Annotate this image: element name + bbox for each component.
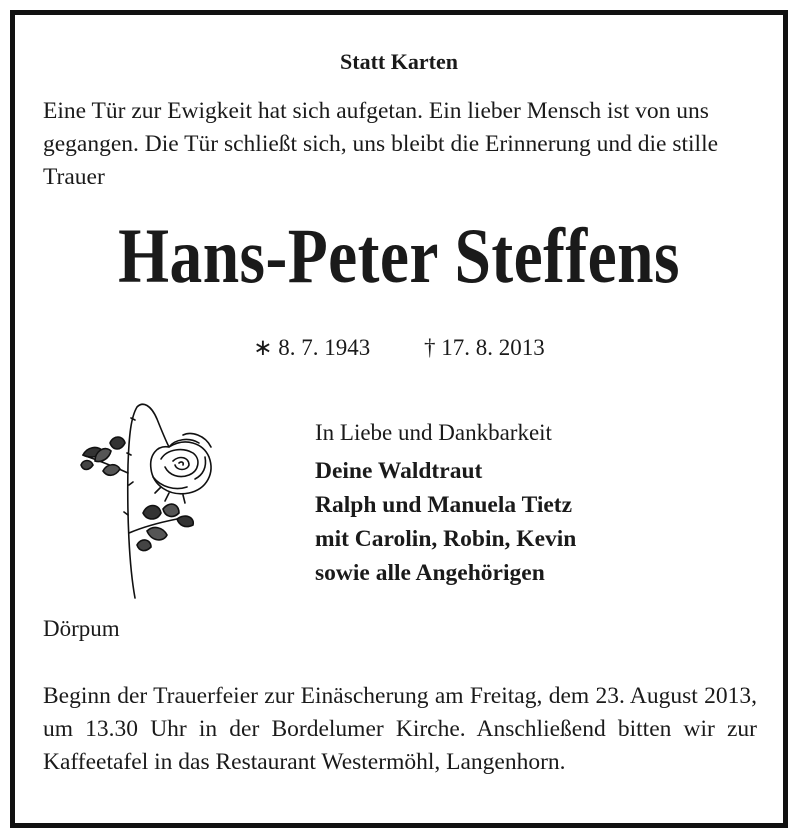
rose-icon <box>65 395 215 600</box>
obituary-notice <box>10 10 788 828</box>
family-lead: In Liebe und Dankbarkeit <box>315 420 552 445</box>
death-date: † 17. 8. 2013 <box>424 335 545 360</box>
notice-heading: Statt Karten <box>340 49 458 74</box>
family-name-line: Ralph und Manuela Tietz <box>315 492 573 518</box>
intro-text: Eine Tür zur Ewigkeit hat sich aufgetan. Ein lieber Mensch ist von uns gegangen. Die Tür schließt sich, uns bleibt die Erinnerung und die stille Trauer <box>43 98 719 190</box>
mourners-block <box>315 417 576 590</box>
family-names <box>315 454 576 590</box>
birth-date: ∗ 8. 7. 1943 <box>253 335 371 360</box>
life-dates <box>15 335 783 361</box>
family-name-line: Deine Waldtraut <box>315 458 483 484</box>
place-name: Dörpum <box>43 616 120 641</box>
ceremony-text: Beginn der Trauerfeier zur Einäscherung am Freitag, dem 23. August 2013, um 13.30 Uhr in der Bordelumer Kirche. Anschließend bitten wir zur Kaffeetafel in das Restaurant Westermöhl, Langenhorn. <box>43 683 757 775</box>
deceased-name: Hans-Peter Steffens <box>118 212 680 299</box>
family-name-line: sowie alle Angehörigen <box>315 560 545 586</box>
family-name-line: mit Carolin, Robin, Kevin <box>315 526 577 552</box>
